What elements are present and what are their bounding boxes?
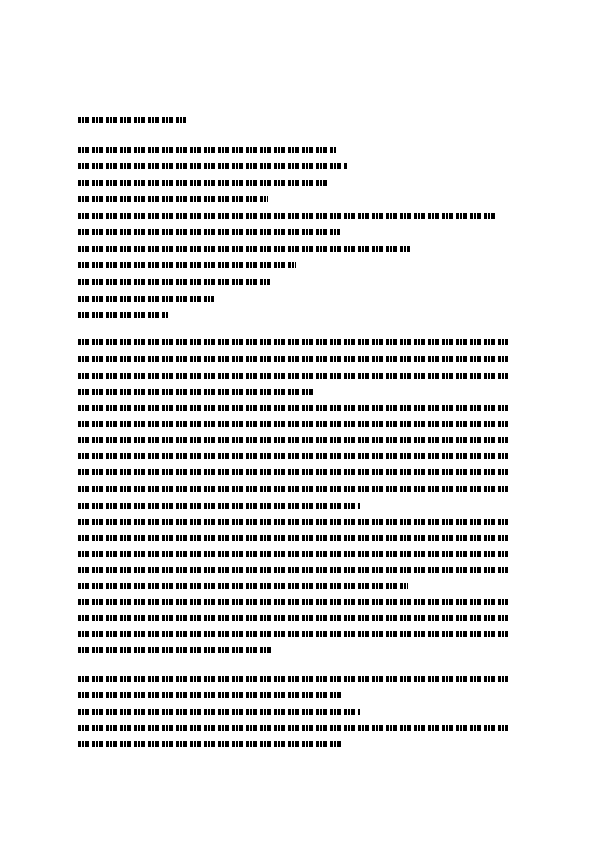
paragraph-1-line [78, 356, 508, 362]
intro-line [78, 213, 498, 219]
closing-line [78, 676, 508, 682]
paragraph-2-line [78, 437, 508, 443]
intro-line [78, 296, 214, 302]
paragraph-4-line [78, 599, 508, 605]
paragraph-3-line [78, 519, 508, 525]
paragraph-2-line [78, 469, 508, 475]
paragraph-3-line [78, 583, 408, 589]
paragraph-2-line [78, 486, 508, 492]
intro-line [78, 196, 268, 202]
paragraph-4-line [78, 631, 508, 637]
paragraph-4-line [78, 647, 274, 653]
paragraph-1-line [78, 389, 314, 395]
paragraph-3-line [78, 551, 508, 557]
intro-line [78, 163, 348, 169]
page-heading [78, 117, 186, 123]
paragraph-2-line [78, 503, 360, 509]
intro-line [78, 180, 330, 186]
closing-line [78, 741, 344, 747]
paragraph-4-line [78, 615, 508, 621]
closing-line [78, 692, 344, 698]
intro-line [78, 279, 270, 285]
paragraph-2-line [78, 421, 508, 427]
paragraph-3-line [78, 535, 508, 541]
intro-line [78, 262, 296, 268]
intro-line [78, 229, 340, 235]
closing-line [78, 709, 360, 715]
paragraph-1-line [78, 373, 508, 379]
intro-line [78, 312, 168, 318]
intro-line [78, 147, 336, 153]
closing-line [78, 725, 508, 731]
paragraph-1-line [78, 339, 508, 345]
intro-line [78, 246, 410, 252]
paragraph-3-line [78, 567, 508, 573]
paragraph-2-line [78, 453, 508, 459]
paragraph-2-line [78, 405, 508, 411]
